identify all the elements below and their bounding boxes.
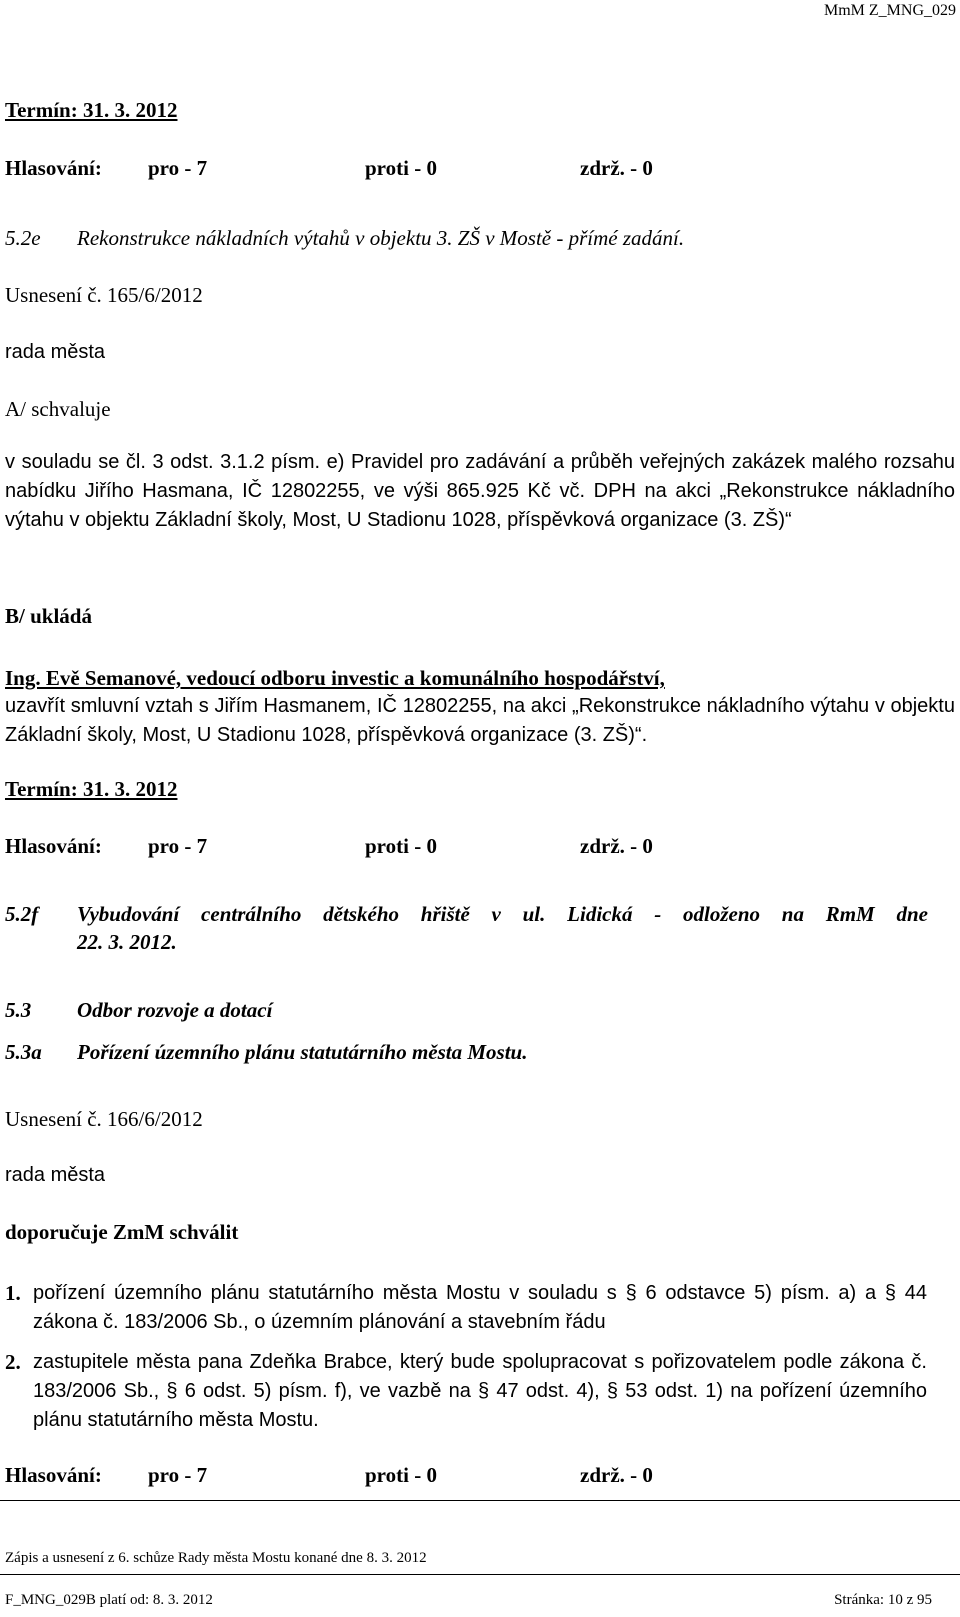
point-text: zastupitele města pana Zdeňka Brabce, který bude spolupracovat s pořizovatelem podle zákona č. 183/2006 Sb., § 6 odst. 5) písm. f), ve vazbě na § 47 odst. 4), § 53 odst. 1) na pořízení územního plánu statutárního města Mostu.: [33, 1351, 927, 1431]
item-title: Pořízení územního plánu statutárního města Mostu.: [77, 1040, 528, 1064]
deadline: Termín: 31. 3. 2012: [5, 777, 178, 801]
item-title: Rekonstrukce nákladních výtahů v objektu 3. ZŠ v Mostě - přímé zadání.: [77, 226, 685, 250]
vote-label: Hlasování:: [5, 156, 102, 180]
document-code: MmM Z_MNG_029: [823, 2, 956, 19]
vote-label: Hlasování:: [5, 834, 102, 858]
point-number: 1.: [5, 1281, 21, 1305]
vote-abstain: zdrž. - 0: [580, 1463, 653, 1487]
vote-against: proti - 0: [365, 156, 437, 180]
item-number: 5.3a: [5, 1040, 42, 1064]
vote-label: Hlasování:: [5, 1463, 102, 1487]
footer-minutes: Zápis a usnesení z 6. schůze Rady města Mostu konané dne 8. 3. 2012: [5, 1550, 427, 1566]
section-title: Odbor rozvoje a dotací: [77, 998, 273, 1022]
item-title-continuation: 22. 3. 2012.: [77, 930, 177, 954]
footer-divider: [0, 1574, 960, 1575]
page-number: Stránka: 10 z 95: [834, 1592, 932, 1608]
point-number: 2.: [5, 1350, 21, 1374]
council-label: rada města: [5, 1164, 106, 1186]
footer-divider: [0, 1500, 960, 1501]
council-label: rada města: [5, 341, 106, 363]
responsible-person: Ing. Evě Semanové, vedoucí odboru investic a komunálního hospodářství,: [5, 666, 665, 690]
vote-pro: pro - 7: [148, 1463, 208, 1487]
vote-abstain: zdrž. - 0: [580, 156, 653, 180]
section-a-heading: A/ schvaluje: [5, 397, 111, 421]
vote-against: proti - 0: [365, 834, 437, 858]
section-b-heading: B/ ukládá: [5, 604, 92, 628]
resolution-number: Usnesení č. 165/6/2012: [5, 283, 203, 307]
vote-against: proti - 0: [365, 1463, 437, 1487]
recommendation-heading: doporučuje ZmM schválit: [5, 1220, 239, 1244]
section-b-text: uzavřít smluvní vztah s Jiřím Hasmanem, IČ 12802255, na akci „Rekonstrukce nákladního výtahu v objektu Základní školy, Most, U Stadionu 1028, příspěvková organizace (3. ZŠ)“.: [5, 695, 955, 746]
footer-form-code: F_MNG_029B platí od: 8. 3. 2012: [5, 1592, 213, 1608]
point-text: pořízení územního plánu statutárního města Mostu v souladu s § 6 odstavce 5) písm. a) a § 44 zákona č. 183/2006 Sb., o územním plánování a stavebním řádu: [33, 1282, 927, 1333]
item-number: 5.2f: [5, 902, 39, 926]
vote-pro: pro - 7: [148, 834, 208, 858]
vote-pro: pro - 7: [148, 156, 208, 180]
deadline: Termín: 31. 3. 2012: [5, 98, 178, 122]
vote-abstain: zdrž. - 0: [580, 834, 653, 858]
item-number: 5.2e: [5, 226, 41, 250]
item-title: Vybudování centrálního dětského hřiště v ul. Lidická - odloženo na RmM dne: [77, 902, 928, 926]
section-a-text: v souladu se čl. 3 odst. 3.1.2 písm. e) Pravidel pro zadávání a průběh veřejných zakázek malého rozsahu nabídku Jiřího Hasmana, IČ 12802255, ve výši 865.925 Kč vč. DPH na akci „Rekonstrukce nákladního výtahu v objektu Základní školy, Most, U Stadionu 1028, příspěvková organizace (3. ZŠ)“: [5, 451, 955, 531]
resolution-number: Usnesení č. 166/6/2012: [5, 1107, 203, 1131]
section-number: 5.3: [5, 998, 32, 1022]
